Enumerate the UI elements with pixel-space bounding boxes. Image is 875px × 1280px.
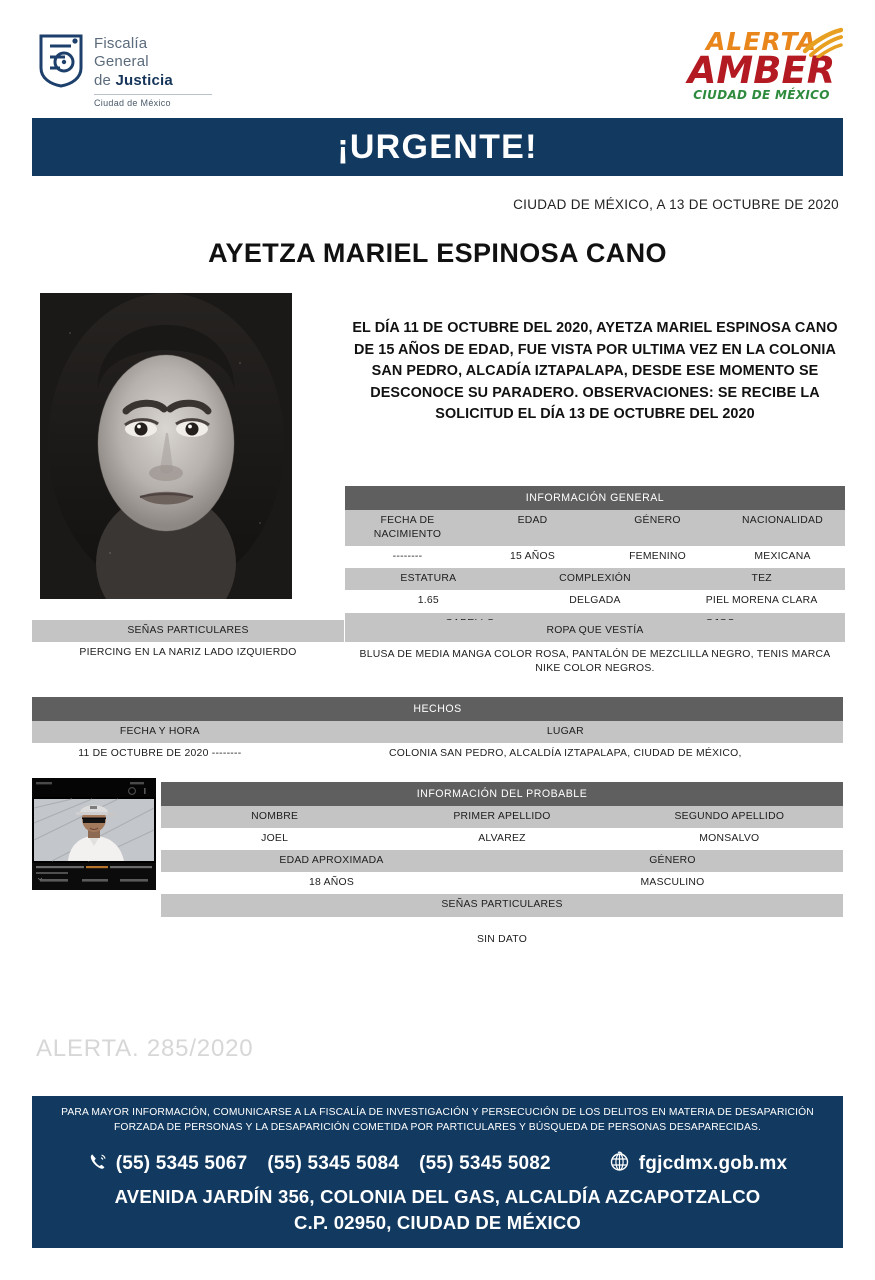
probable-title: INFORMACIÓN DEL PROBABLE [161,782,843,806]
col-header-tez: TEZ [678,568,845,590]
address-line-1: AVENIDA JARDÍN 356, COLONIA DEL GAS, ALCALDÍA AZCAPOTZALCO [114,1186,761,1207]
table-row [32,620,344,642]
ropa-value: BLUSA DE MEDIA MANGA COLOR ROSA, PANTALÓN DE MEZCLILLA NEGRO, TENIS MARCA NIKE COLOR NEGROS. [345,642,845,685]
table-row [161,894,843,916]
alert-number: ALERTA. 285/2020 [36,1035,254,1062]
urgente-banner [32,118,843,176]
table-row [161,872,843,894]
victim-photo [40,293,292,599]
amber-city-text: CIUDAD DE MÉXICO [693,88,830,103]
amber-amber-text: AMBER [687,48,836,92]
poster-header [0,0,875,118]
value-complexion: DELGADA [512,590,679,612]
col-header-edad: EDAD [470,510,595,546]
col-header-lugar: LUGAR [288,721,843,743]
value-fecha-nacimiento: -------- [345,546,470,568]
col-header-primer-apellido: PRIMER APELLIDO [388,806,615,828]
table-row [32,743,843,765]
col-header-edad-aproximada: EDAD APROXIMADA [161,850,502,872]
value-genero-probable: MASCULINO [502,872,843,894]
address-line-2: C.P. 02950, CIUDAD DE MÉXICO [294,1211,581,1233]
value-nombre: JOEL [161,828,388,850]
table-row [345,568,845,590]
probable-senas-value: SIN DATO [161,917,843,957]
globe-icon [609,1151,630,1177]
value-estatura: 1.65 [345,590,512,612]
victim-marks-table [32,620,344,664]
value-lugar: COLONIA SAN PEDRO, ALCALDÍA IZTAPALAPA, CIUDAD DE MÉXICO, [288,743,843,765]
table-header-row [161,782,843,806]
table-row [161,806,843,828]
logo-divider [94,94,212,95]
value-primer-apellido: ALVAREZ [388,828,615,850]
col-header-genero: GÉNERO [595,510,720,546]
suspect-screenshot-image [32,778,156,890]
fiscalia-logo [38,32,212,108]
clothing-table [345,620,845,685]
table-header-row [32,697,843,721]
table-row [345,590,845,612]
value-edad: 15 AÑOS [470,546,595,568]
amber-swoosh-icon [801,24,843,58]
phone-number-3[interactable]: (55) 5345 5082 [419,1153,551,1174]
value-segundo-apellido: MONSALVO [616,828,843,850]
fiscalia-line2: General [94,53,149,71]
fiscalia-line1: Fiscalía [94,35,148,52]
value-genero: FEMENINO [595,546,720,568]
amber-alerta-text: ALERTA [706,27,817,56]
value-tez: PIEL MORENA CLARA [678,590,845,612]
value-nacionalidad: MEXICANA [720,546,845,568]
table-row [161,917,843,957]
footer-notice: PARA MAYOR INFORMACIÓN, COMUNICARSE A LA FISCALÍA DE INVESTIGACIÓN Y PERSECUCIÓN DE LOS DELITOS EN MATERIA DE DESAPARICIÓN FORZADA DE PERSONAS Y LA DESAPARICIÓN COMETIDA POR PARTICULARES Y BÚSQUEDA DE PERSONAS DESAPARECIDAS. [61,1107,814,1134]
issue-date: CIUDAD DE MÉXICO, A 13 DE OCTUBRE DE 2020 [513,197,839,212]
hechos-title: HECHOS [32,697,843,721]
col-header-nacionalidad: NACIONALIDAD [720,510,845,546]
phone-icon [88,1152,108,1177]
col-header-segundo-apellido: SEGUNDO APELLIDO [616,806,843,828]
fiscalia-city: Ciudad de México [94,97,171,108]
value-fecha-hora: 11 DE OCTUBRE DE 2020 -------- [32,743,288,765]
col-header-fecha-nacimiento: FECHA DE NACIMIENTO [345,510,470,546]
phone-number-2[interactable]: (55) 5345 5084 [267,1153,400,1174]
hechos-table [32,697,843,765]
table-row [32,721,843,743]
col-header-fecha-hora: FECHA Y HORA [32,721,288,743]
senas-particulares-value: PIERCING EN LA NARIZ LADO IZQUIERDO [32,642,344,664]
value-edad-aproximada: 18 AÑOS [161,872,502,894]
urgente-label: ¡URGENTE! [337,127,538,166]
suspect-photo [32,778,156,890]
table-row [32,642,344,664]
poster-footer [32,1096,843,1248]
footer-contact-row [32,1151,843,1177]
table-header-row [345,486,845,510]
col-header-genero-probable: GÉNERO [502,850,843,872]
col-header-nombre: NOMBRE [161,806,388,828]
phone-number-1[interactable]: (55) 5345 5067 [115,1153,248,1174]
general-info-title: INFORMACIÓN GENERAL [345,486,845,510]
footer-address [32,1184,843,1236]
suspect-info-table [161,782,843,957]
table-row [345,642,845,685]
case-description: EL DÍA 11 DE OCTUBRE DEL 2020, AYETZA MARIEL ESPINOSA CANO DE 15 AÑOS DE EDAD, FUE VISTA POR ULTIMA VEZ EN LA COLONIA SAN PEDRO, ALCADÍA IZTAPALAPA, DESDE ESE MOMENTO SE DESCONOCE SU PARADERO. OBSERVACIONES: SE RECIBE LA SOLICITUD EL DÍA 13 DE OCTUBRE DEL 2020 [352,320,838,423]
website-url[interactable]: fgjcdmx.gob.mx [638,1153,788,1174]
fiscalia-line3: de Justicia [94,71,173,89]
senas-particulares-header: SEÑAS PARTICULARES [32,620,344,642]
fgj-shield-icon [38,32,84,88]
col-header-estatura: ESTATURA [345,568,512,590]
table-row [161,828,843,850]
page-title: AYETZA MARIEL ESPINOSA CANO [208,238,667,268]
table-row [161,850,843,872]
table-row [345,546,845,568]
ropa-header: ROPA QUE VESTÍA [345,620,845,642]
table-row [345,620,845,642]
website-group[interactable] [609,1151,787,1177]
alerta-amber-logo [684,27,839,104]
table-row [345,510,845,546]
victim-portrait-image [40,293,292,599]
col-header-complexion: COMPLEXIÓN [512,568,679,590]
probable-senas-header: SEÑAS PARTICULARES [161,894,843,916]
